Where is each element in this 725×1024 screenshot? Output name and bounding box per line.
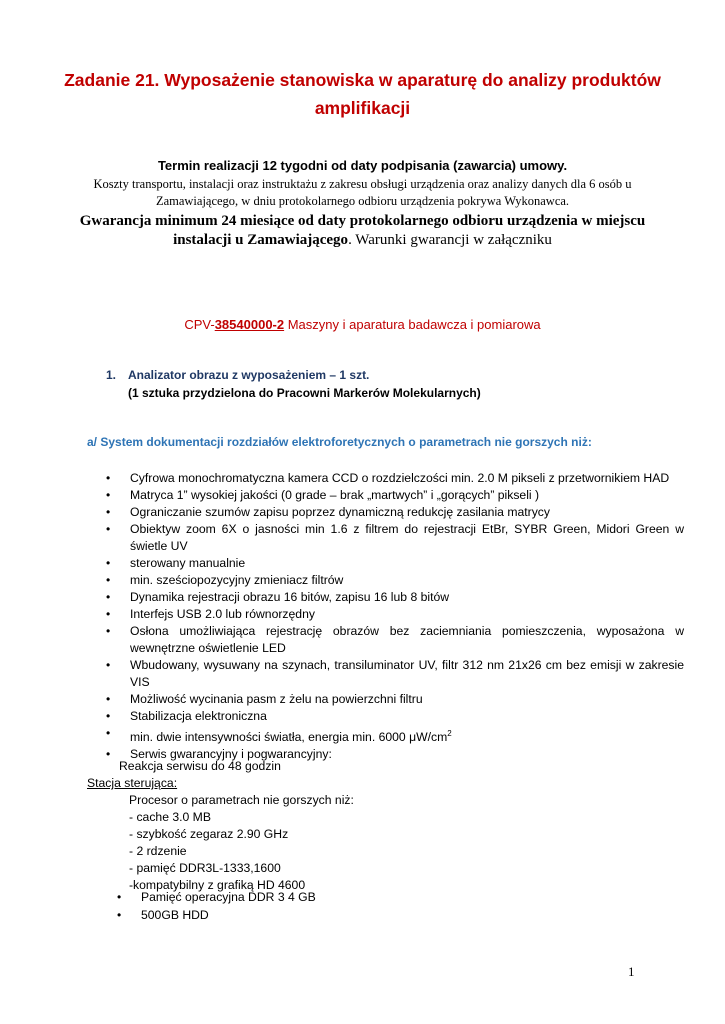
list-item: • Dynamika rejestracji obrazu 16 bitów, zapisu 16 lub 8 bitów [106,590,450,604]
bullet-icon: • [117,890,122,904]
bullet-icon: • [106,624,111,638]
bullet-icon: • [106,505,111,519]
bullet-icon: • [106,488,111,502]
bullet-icon: • [106,607,111,621]
page-number: 1 [628,964,635,979]
processor-spec-memory: - pamięć DDR3L-1333,1600 [129,861,281,875]
list-item: • Ograniczanie szumów zapisu poprzez dynamiczną redukcję zasilania matrycy [106,505,550,519]
service-response: Reakcja serwisu do 48 godzin [119,759,281,773]
bullet-icon: • [106,556,111,570]
warranty-text [60,212,665,250]
item-number: 1. [106,368,117,382]
list-item: • Obiektyw zoom 6X o jasności min 1.6 z filtrem do rejestracji EtBr, SYBR Green, Midori Green w świetle UV [106,522,684,553]
list-item: • sterowany manualnie [106,556,246,570]
bullet-icon: • [106,590,111,604]
station-heading: Stacja sterująca: [87,776,178,790]
cpv-prefix: CPV- [184,317,215,332]
list-item: • Możliwość wycinania pasm z żelu na powierzchni filtru [106,692,423,706]
bullet-icon: • [106,726,111,740]
bullet-icon: • [106,747,111,762]
bullet-icon: • [106,692,111,706]
processor-spec-clock: - szybkość zegaraz 2.90 GHz [129,827,289,841]
item-assignment: (1 sztuka przydzielona do Pracowni Markerów Molekularnych) [128,386,481,400]
list-item: • Serwis gwarancyjny i pogwarancyjny: [106,747,332,762]
bullet-icon: • [117,908,122,922]
processor-spec-graphics: -kompatybilny z grafiką HD 4600 [129,878,306,892]
list-item: • Wbudowany, wysuwany na szynach, transiluminator UV, filtr 312 nm 21x26 cm bez emisji w zakresie VIS [106,658,684,689]
processor-intro: Procesor o parametrach nie gorszych niż: [129,793,354,807]
list-item: • Pamięć operacyjna DDR 3 4 GB [117,890,316,904]
bullet-icon: • [106,573,111,587]
bullet-icon: • [106,709,111,723]
bullet-icon: • [106,522,111,536]
cpv-description: Maszyny i aparatura badawcza i pomiarowa [284,317,541,332]
warranty-bold: Gwarancja minimum 24 miesiące od daty protokolarnego odbioru urządzenia w miejscu instalacji u Zamawiającego [79,213,646,248]
page-title: Zadanie 21. Wyposażenie stanowiska w aparaturę do analizy produktów amplifikacji [64,70,661,118]
section-heading-a: a/ System dokumentacji rozdziałów elektroforetycznych o parametrach nie gorszych niż: [87,435,592,449]
list-item: • min. dwie intensywności światła, energia min. 6000 $\mu W/cm^2$ [106,726,452,745]
warranty-rest: . Warunki gwarancji w załączniku [348,232,552,248]
cpv-line [60,317,665,332]
hardware-list [117,888,316,924]
bullet-icon: • [106,471,111,485]
costs-text: Koszty transportu, instalacji oraz instruktażu z zakresu obsługi urządzenia oraz analizy danych dla 6 osób u Zamawiającego, w dniu protokolarnego odbioru urządzenia pokrywa Wykonawca. [93,177,632,208]
list-item: • Cyfrowa monochromatyczna kamera CCD o rozdzielczości min. 2.0 M pikseli z przetwornikiem HAD [106,471,670,485]
item-heading [106,368,369,382]
processor-spec-cores: - 2 rdzenie [129,844,187,858]
cpv-code: 38540000-2 [214,317,285,332]
spec-list [106,470,684,763]
list-item: • Matryca 1” wysokiej jakości (0 grade – brak „martwych” i „gorących” pikseli ) [106,488,540,502]
list-item: • min. sześciopozycyjny zmieniacz filtrów [106,573,344,587]
item-label: Analizator obrazu z wyposażeniem – 1 szt. [128,368,370,382]
list-item: • Stabilizacja elektroniczna [106,709,267,723]
processor-spec-cache: - cache 3.0 MB [129,810,211,824]
list-item: • 500GB HDD [117,908,209,922]
superscript-two: 2 [447,729,452,738]
bullet-icon: • [106,658,111,672]
deadline-text: Termin realizacji 12 tygodni od daty podpisania (zawarcia) umowy. [157,158,568,173]
list-item: • Interfejs USB 2.0 lub równorzędny [106,607,315,621]
list-item: • Osłona umożliwiająca rejestrację obrazów bez zaciemniania pomieszczenia, wyposażona w wewnętrzne oświetlenie LED [106,624,684,655]
